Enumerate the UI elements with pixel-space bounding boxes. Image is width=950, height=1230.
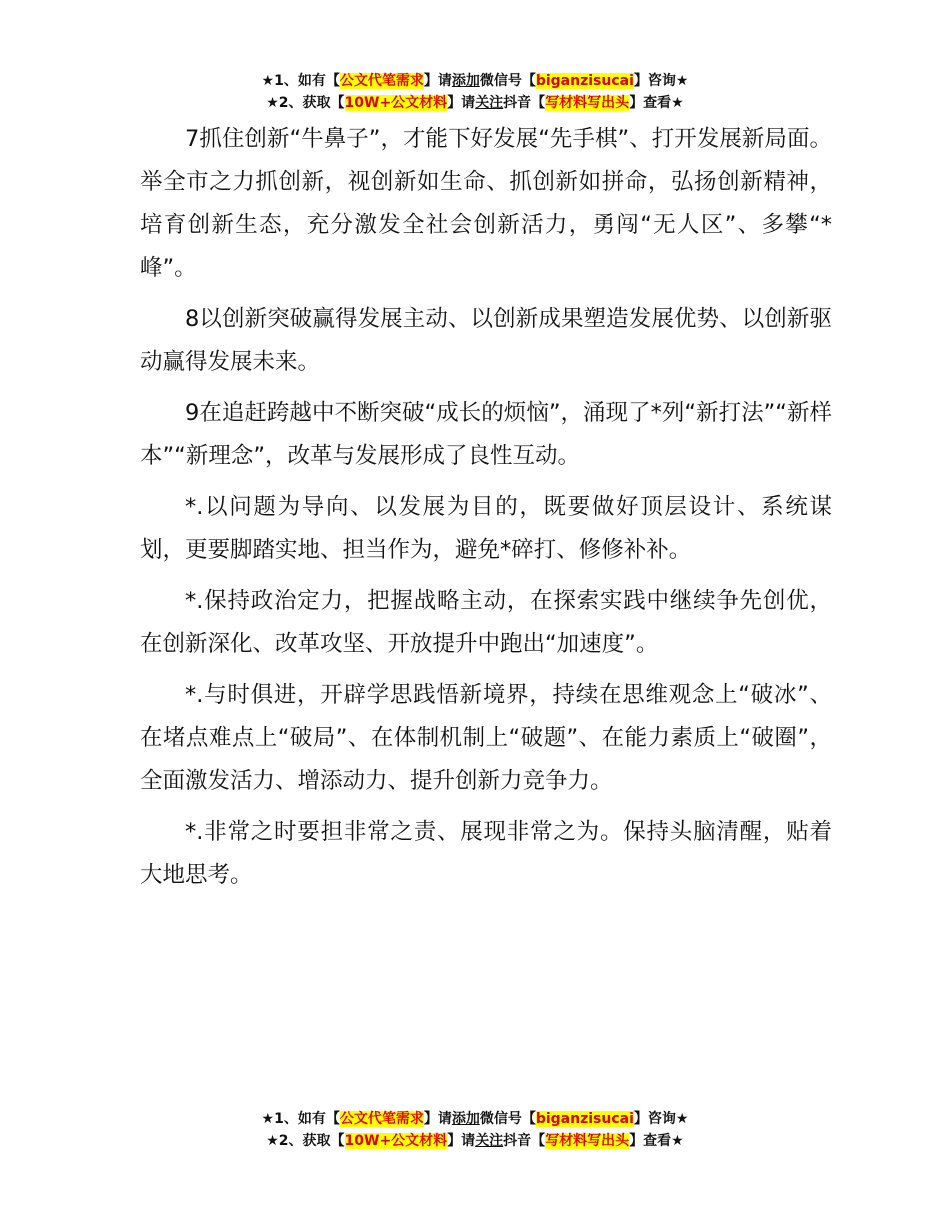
- banner-underline: 关注: [475, 95, 504, 111]
- banner-text: 】查看★: [629, 95, 684, 111]
- banner-highlight: 写材料写出头: [545, 1133, 630, 1149]
- banner-highlight: biganzisucai: [535, 73, 634, 89]
- banner-highlight: 公文代笔需求: [339, 1111, 424, 1127]
- banner-text: 抖音【: [503, 1133, 546, 1149]
- banner-highlight: 写材料写出头: [545, 95, 630, 111]
- banner-underline: 添加: [451, 73, 480, 89]
- banner-text: ★2、获取【: [266, 95, 345, 111]
- banner-text: 微信号【: [479, 1111, 536, 1127]
- paragraph-5: *.保持政治定力，把握战略主动，在探索实践中继续争先创优，在创新深化、改革攻坚、开放提升中跑出“加速度”。: [140, 588, 832, 657]
- banner-underline: 添加: [451, 1111, 480, 1127]
- banner-text: 】咨询★: [633, 1111, 689, 1127]
- banner-line-2: [0, 92, 950, 114]
- banner-line-1: [0, 1108, 950, 1130]
- header-banner: [0, 70, 950, 114]
- banner-line-2: [0, 1130, 950, 1152]
- banner-text: ★2、获取【: [266, 1133, 345, 1149]
- document-body: [140, 118, 832, 905]
- banner-text: ★1、如有【: [261, 1111, 340, 1127]
- banner-text: 】请: [447, 1133, 476, 1149]
- banner-text: 微信号【: [479, 73, 536, 89]
- paragraph-3: 9在追赶跨越中不断突破“成长的烦恼”，涌现了*列“新打法”“新样本”“新理念”，改革与发展形成了良性互动。: [140, 400, 832, 469]
- banner-highlight: biganzisucai: [535, 1111, 634, 1127]
- paragraph-6: *.与时俱进，开辟学思践悟新境界，持续在思维观念上“破冰”、在堵点难点上“破局”、在体制机制上“破题”、在能力素质上“破圈”，全面激发活力、增添动力、提升创新力竞争力。: [140, 682, 832, 794]
- banner-text: 】查看★: [629, 1133, 684, 1149]
- banner-text: ★1、如有【: [261, 73, 340, 89]
- banner-line-1: [0, 70, 950, 92]
- paragraph-2: 8以创新突破赢得发展主动、以创新成果塑造发展优势、以创新驱动赢得发展未来。: [140, 306, 832, 375]
- banner-text: 】请: [423, 73, 452, 89]
- banner-underline: 关注: [475, 1133, 504, 1149]
- banner-text: 】请: [423, 1111, 452, 1127]
- paragraph-7: *.非常之时要担非常之责、展现非常之为。保持头脑清醒，贴着大地思考。: [140, 819, 832, 888]
- banner-highlight: 10W+公文材料: [344, 95, 448, 111]
- banner-highlight: 公文代笔需求: [339, 73, 424, 89]
- banner-text: 】咨询★: [633, 73, 689, 89]
- banner-text: 抖音【: [503, 95, 546, 111]
- banner-text: 】请: [447, 95, 476, 111]
- paragraph-4: *.以问题为导向、以发展为目的，既要做好顶层设计、系统谋划，更要脚踏实地、担当作为，避免*碎打、修修补补。: [140, 494, 832, 563]
- paragraph-1: 7抓住创新“牛鼻子”，才能下好发展“先手棋”、打开发展新局面。举全市之力抓创新，视创新如生命、抓创新如拼命，弘扬创新精神，培育创新生态，充分激发全社会创新活力，勇闯“无人区”、多攀“*峰”。: [140, 126, 832, 281]
- footer-banner: [0, 1108, 950, 1152]
- banner-highlight: 10W+公文材料: [344, 1133, 448, 1149]
